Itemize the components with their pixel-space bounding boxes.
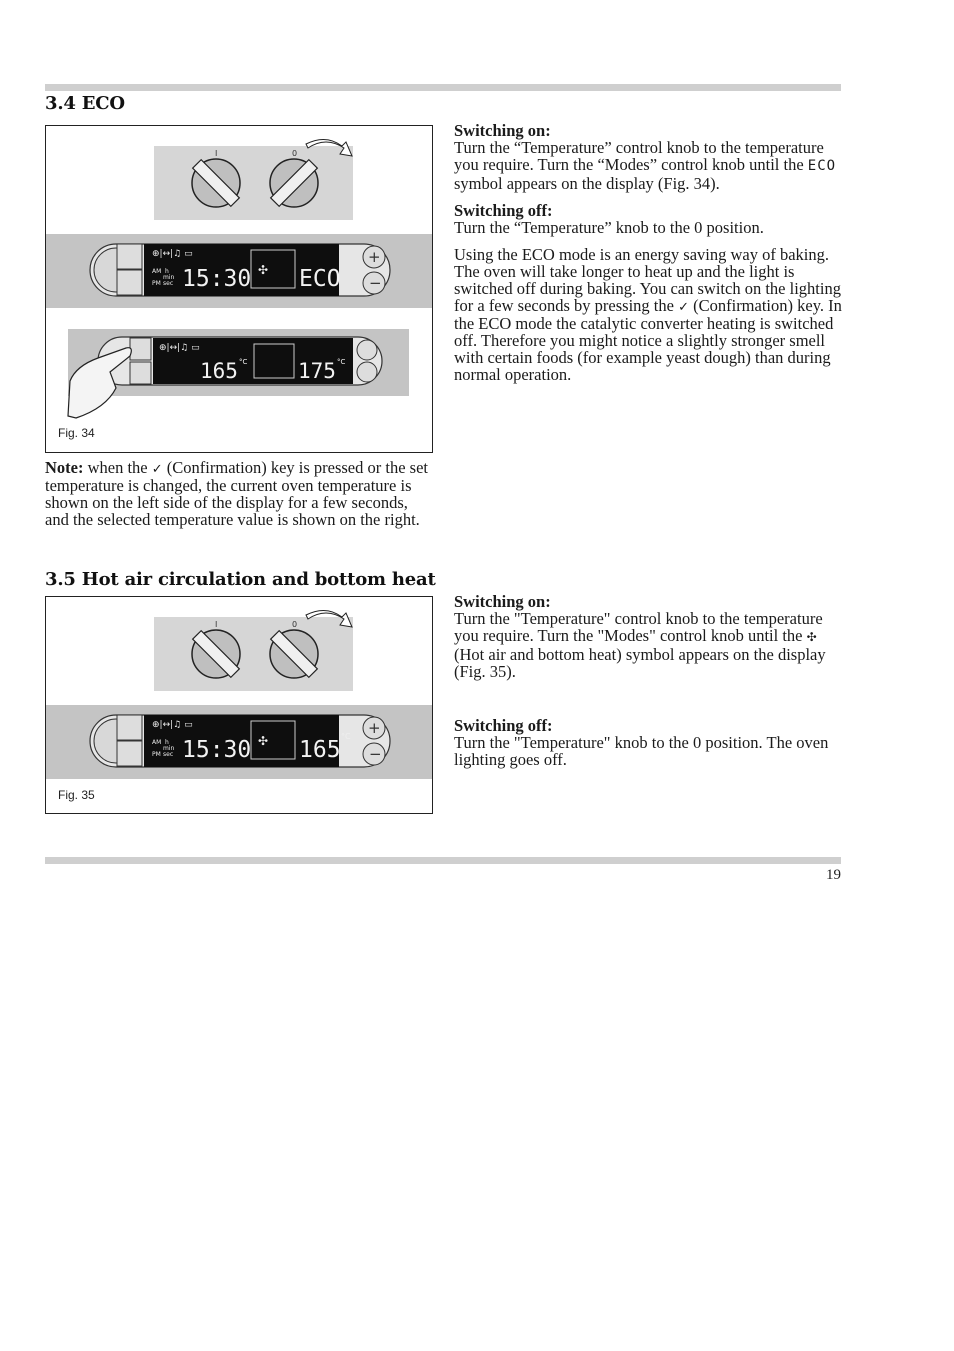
fig34-illustration [46,126,432,426]
display1-time: 15:30 [182,266,252,292]
fig35-illustration [46,597,432,782]
svg-text:0: 0 [292,149,298,158]
eco-on-label: Switching on: [454,121,551,140]
figure-34 [45,125,433,453]
svg-text:I: I [215,149,218,158]
svg-text:⊕|↔|♫ ▭: ⊕|↔|♫ ▭ [159,343,200,353]
svg-text:AM: AM [152,268,162,275]
svg-text:min: min [163,745,175,752]
display1-eco: ECO [299,266,341,292]
svg-text:I: I [215,620,218,629]
svg-text:h: h [165,268,169,275]
figure-34-caption: Fig. 34 [58,426,95,440]
display3-time: 15:30 [182,737,252,763]
svg-text:min: min [163,274,175,281]
top-rule [45,84,841,91]
svg-text:h: h [165,739,169,746]
eco-instructions: Switching on: Turn the “Temperature” control knob to the temperature you require. Turn the “Modes” control knob until the ECO symbol appears on the display (Fig. 34). Switching off: Turn the “Temperature” knob to the 0 position. Using the ECO mode is an energy saving way of baking. The oven will take longer to heat up and the light is switched off during baking. You can switch on the lighting for a few seconds by pressing the ✓ (Confirmation) key. In the ECO mode the catalytic converter heating is switched off. Therefore you might notice a slightly stronger smell with certain foods (for example yeast dough) than during normal operation. [454,121,842,384]
svg-text:⊕|↔|♫ ▭: ⊕|↔|♫ ▭ [152,249,193,259]
eco-symbol: ECO [807,158,837,174]
svg-text:°C: °C [337,358,346,366]
svg-text:✣: ✣ [258,734,269,748]
svg-text:PM: PM [152,280,161,287]
svg-text:−: − [369,274,382,292]
svg-text:°C: °C [341,732,351,741]
svg-text:PM: PM [152,751,161,758]
hot-air-instructions: Switching on: Turn the "Temperature" control knob to the temperature you require. Turn the "Modes" control knob until the ✣ (Hot air and bottom heat) symbol appears on the display (Fig. 35). Switching off: Turn the "Temperature" knob to the 0 position. The oven lighting goes off. [454,592,829,769]
section-heading-eco: 3.4 ECO [45,93,125,114]
page-number: 19 [826,867,841,883]
display2-left-temp: 165 [200,359,238,383]
display3-temp: 165 [299,737,341,763]
hot-air-off-label: Switching off: [454,716,553,735]
section-heading-hot-air: 3.5 Hot air circulation and bottom heat [45,569,436,590]
hot-air-bottom-heat-icon: ✣ [806,630,817,644]
svg-text:✣: ✣ [258,263,269,277]
figure-35-caption: Fig. 35 [58,788,95,802]
svg-text:AM: AM [152,739,162,746]
bottom-rule [45,857,841,864]
svg-text:−: − [369,745,382,763]
svg-text:+: + [368,248,381,266]
figure-35 [45,596,433,814]
eco-note: Note: when the ✓ (Confirmation) key is pressed or the set temperature is changed, the current oven temperature is shown on the left side of the display for a few seconds, and the selected temperature value is shown on the right. [45,458,428,529]
svg-text:⊕|↔|♫ ▭: ⊕|↔|♫ ▭ [152,720,193,730]
svg-text:sec: sec [163,751,174,758]
eco-off-label: Switching off: [454,201,553,220]
svg-text:+: + [368,719,381,737]
svg-text:sec: sec [163,280,174,287]
svg-text:°C: °C [239,358,248,366]
svg-text:0: 0 [292,620,298,629]
display2-right-temp: 175 [298,359,336,383]
hot-air-on-label: Switching on: [454,592,551,611]
